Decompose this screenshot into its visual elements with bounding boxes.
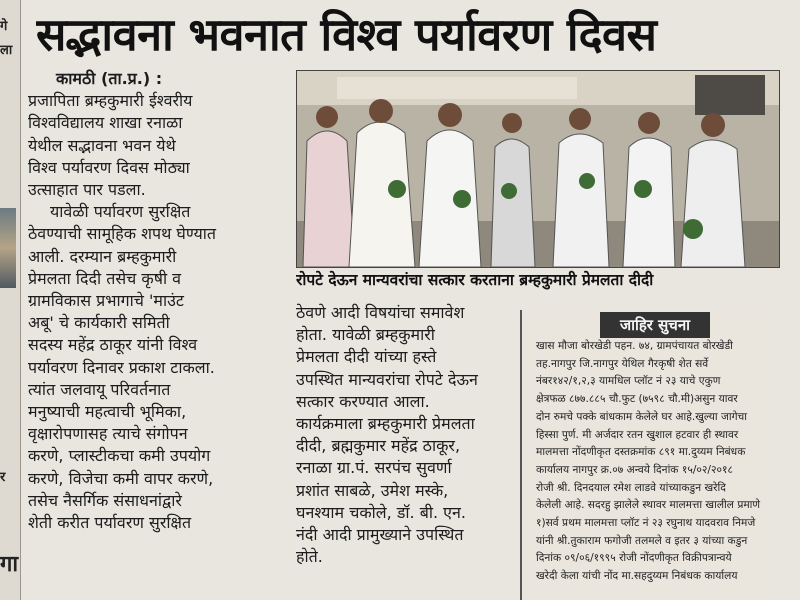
article-line: प्रेमलता दीदी यांच्या हस्ते (296, 347, 437, 367)
article-line: रनाळा ग्रा.पं. सरपंच सुवर्णा (296, 458, 452, 478)
article-line: ठेवणे आदी विषयांचा समावेश (296, 303, 465, 322)
article-line: होता. यावेळी ब्रम्हकुमारी (296, 325, 435, 345)
notice-body (536, 338, 766, 586)
article-line: प्रजापिता ब्रम्हकुमारी ईश्वरीय (28, 91, 193, 111)
article-line: घनश्याम चकोले, डॉ. बी. एन. (296, 502, 466, 522)
article-line: नंदी आदी प्रामुख्याने उपस्थित (296, 525, 464, 545)
article-line: ठेवण्याची सामूहिक शपथ घेण्यात (28, 224, 217, 244)
public-notice-box (520, 310, 768, 600)
event-photo-illustration (297, 71, 779, 267)
article-line: आली. दरम्यान ब्रम्हकुमारी (28, 246, 177, 266)
article-line: होते. (296, 547, 323, 567)
notice-line: खरेदी केला यांची नोंद मा.सहदुय्यम निबंधक कार्यालय (536, 570, 738, 583)
strip-text-2: ला (0, 43, 13, 58)
article-line: येथील सद्भावना भवन येथे (28, 135, 176, 155)
article-line: प्रशांत साबळे, उमेश मस्के, (296, 480, 449, 500)
notice-title: जाहिर सुचना (600, 312, 710, 338)
strip-text-1: गे (0, 19, 8, 34)
notice-line: खास मौजा बोरखेडी पहन. ७४, ग्रामपंचायत बोरखेडी (536, 340, 733, 352)
article-line: वृक्षारोपणासह त्याचे संगोपन (28, 424, 188, 444)
article-line: ग्रामविकास प्रभागाचे 'माउंट (28, 291, 184, 311)
article-line: सदस्य महेंद्र ठाकूर यांनी विश्व (28, 335, 198, 355)
strip-photo-fragment (0, 208, 16, 288)
article-line: शेती करीत पर्यावरण सुरक्षित (28, 513, 192, 533)
notice-line: रोजी श्री. दिनदयाल रमेश लाडवे यांच्याकडुन खरेदि (536, 481, 726, 494)
article-line: विश्व पर्यावरण दिवस मोठ्या (28, 157, 190, 177)
article-line: उत्साहात पार पडला. (28, 180, 146, 200)
notice-line: तह.नागपुर जि.नागपुर येथिल गैरकृषी शेत सर्वे (536, 357, 709, 370)
headline: सद्भावना भवनात विश्व पर्यावरण दिवस (36, 8, 657, 61)
article-line: यावेळी पर्यावरण सुरक्षित (50, 202, 191, 222)
notice-line: दिनांक ०९/०६/१९९५ रोजी नोंदणीकृत विक्रीपत्रान्वये (536, 552, 732, 565)
article-line: अबू' चे कार्यकारी समिती (28, 313, 170, 333)
article-line: उपस्थित मान्यवरांचा रोपटे देऊन (296, 369, 478, 389)
notice-line: हिस्सा पुर्ण. मी अर्जदार रतन खुशाल हटवार ही स्थावर (536, 428, 739, 441)
article-line: पर्यावरण दिनावर प्रकाश टाकला. (28, 357, 215, 377)
article-column-1 (28, 68, 290, 534)
article-line: कार्यक्रमाला ब्रम्हकुमारी प्रेमलता (296, 414, 475, 434)
adjacent-column-strip (0, 0, 21, 600)
notice-line: मालमत्ता नोंदणीकृत दस्तक्रमांक ८९१ मा.दुय्यम निबंधक (536, 446, 746, 459)
article-line: करणे, विजेचा कमी वापर करणे, (28, 468, 214, 488)
article-line: विश्वविद्यालय शाखा रनाळा (28, 113, 183, 133)
article-line: प्रेमलता दिदी तसेच कृषी व (28, 268, 182, 288)
article-line: दीदी, ब्रह्मकुमार महेंद्र ठाकूर, (296, 436, 461, 456)
notice-line: दोन रुमचे पक्के बांधकाम केलेले घर आहे.खुल्या जागेचा (536, 410, 748, 423)
strip-text-4: गा (0, 552, 19, 577)
photo-caption: रोपटे देऊन मान्यवरांचा सत्कार करताना ब्रम्हकुमारी प्रेमलता दीदी (296, 271, 654, 289)
notice-line: नंबर१४२/१,२,३ यामधिल प्लॉट नं २३ याचे एकुण (536, 375, 721, 388)
notice-line: केलेली आहे. सदरहु झालेले स्थावर मालमत्ता खालील प्रमाणे (536, 499, 761, 512)
article-line: मनुष्याची महत्वाची भूमिका, (28, 402, 187, 422)
article-line: सत्कार करण्यात आला. (296, 391, 430, 411)
article-line: त्यांत जलवायू परिवर्तनात (28, 379, 171, 399)
article-line: करणे, प्लास्टीकचा कमी उपयोग (28, 446, 211, 466)
notice-line: क्षेत्रफळ ८७७.८८५ चौ.फुट (७५९८ चौ.मी)असुन यावर (536, 393, 738, 406)
event-photo (296, 70, 780, 268)
article-line: तसेच नैसर्गिक संसाधनांद्वारे (28, 490, 182, 510)
notice-line: कार्यालय नागपुर क्र.०७ अन्वये दिनांक १५/०२/२०१८ (536, 463, 734, 476)
strip-text-3: र (0, 470, 6, 485)
notice-line: १)सर्व प्रथम मालमत्ता प्लॉट नं २३ रघुनाथ यादवराव निमजे (536, 517, 756, 530)
dateline: कामठी (ता.प्र.) : (56, 69, 163, 88)
notice-line: यांनी श्री.तुकाराम फगोजी तलमले व इतर ३ यांच्या कडुन (536, 534, 748, 547)
